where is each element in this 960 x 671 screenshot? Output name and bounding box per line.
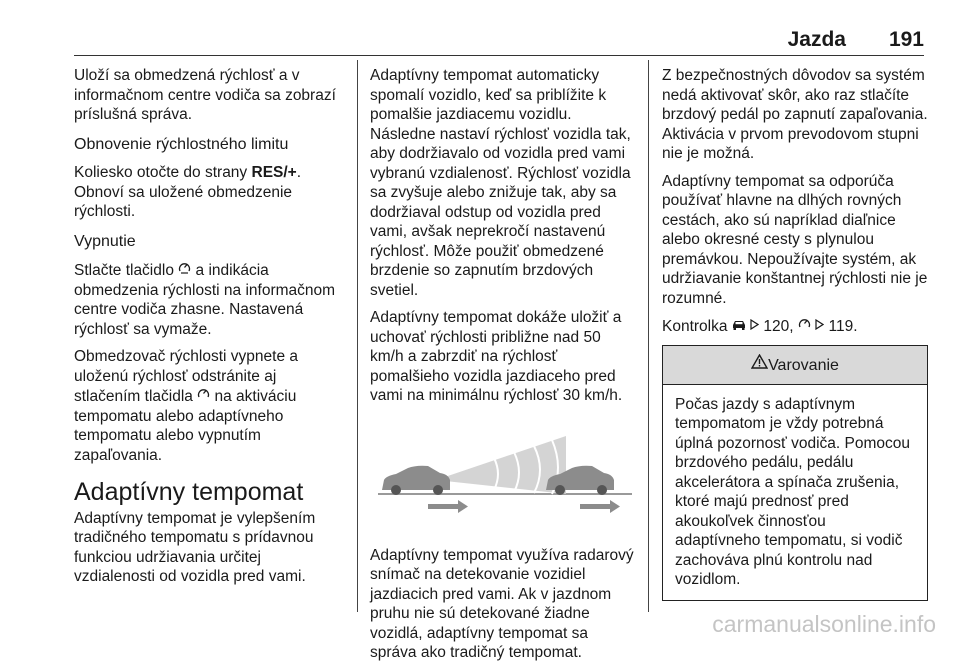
cruise-control-icon — [197, 386, 210, 406]
page-reference-arrow-icon — [815, 316, 824, 336]
header-rule — [74, 55, 924, 56]
paragraph: Adaptívny tempomat využíva radarový snímač na detekovanie vozidiel jazdiacich pred vami. Ak v jazdnom pruhu nie sú detekované žiadne vozidlá, adaptívny tempomat sa správa ako tradičný tempomat. — [370, 546, 634, 661]
column-2 — [370, 66, 636, 671]
column-separator — [648, 60, 649, 612]
column-separator — [357, 60, 358, 612]
paragraph: Stlačte tlačidlo a indikácia obmedzenia rýchlosti na informačnom centre vodiča zhasne. Nastavená rýchlosť sa vymaže. — [74, 262, 336, 338]
watermark: carmanualsonline.info — [712, 611, 936, 637]
paragraph: Adaptívny tempomat je vylepšením tradičného tempomatu s prídavnou funkciou udržiavania určitej vzdialenosti od vozidla pred vami. — [74, 509, 316, 585]
cruise-control-icon — [798, 316, 811, 336]
section-title: Jazda — [787, 28, 846, 51]
heading-restore-limit: Obnovenie rýchlostného limitu — [74, 135, 289, 153]
paragraph: Obmedzovač rýchlosti vypnete a uloženú rýchlosť odstránite aj stlačením tlačidla na aktiváciu tempomatu alebo adaptívneho tempomatu alebo vypnutím zapaľovania. — [74, 348, 298, 464]
warning-title: Varovanie — [768, 356, 839, 374]
car-icon — [732, 316, 746, 336]
warning-box — [662, 345, 928, 601]
paragraph: Uloží sa obmedzená rýchlosť a v informačnom centre vodiča sa zobrazí príslušná správa. — [74, 67, 336, 123]
radar-illustration — [374, 418, 636, 530]
column-1 — [74, 66, 344, 595]
warning-header — [663, 346, 927, 385]
res-plus-label: RES/+ — [251, 164, 297, 181]
heading-adaptive-cruise-control: Adaptívny tempomat — [74, 478, 304, 506]
warning-body: Počas jazdy s adaptívnym tempomatom je vždy potrebná úplná pozornosť vodiča. Pomocou brzdového pedálu, pedálu akcelerátora a spínača zrušenia, ktoré majú prednosť pred akoukoľvek činnosťou adaptívneho tempomatu, si vodič zachováva plnú kontrolu nad vozidlom. — [675, 395, 911, 588]
warning-triangle-icon — [751, 346, 768, 384]
page-reference-arrow-icon — [750, 316, 759, 336]
paragraph: Adaptívny tempomat dokáže uložiť a uchovať rýchlosti približne nad 50 km/h a zabrzdiť na rýchlosť pomalšieho vozidla jazdiaceho pred vami na minimálnu rýchlosť 30 km/h. — [370, 309, 623, 404]
paragraph: Kontrolka 120, 119. — [662, 318, 858, 335]
paragraph: Adaptívny tempomat sa odporúča používať hlavne na dlhých rovných cestách, ako sú napríklad diaľnice alebo okresné cesty s plynulou premávkou. Nepoužívajte systém, ak udržiavanie konštantnej rýchlosti nie je rozumné. — [662, 172, 928, 307]
paragraph: Koliesko otočte do strany RES/+. Obnoví sa uložené obmedzenie rýchlosti. — [74, 164, 302, 220]
paragraph: Z bezpečnostných dôvodov sa systém nedá aktivovať skôr, ako raz stlačíte brzdový pedál po zapnutí zapaľovania. Aktivácia v prvom prevodovom stupni nie je možná. — [662, 67, 928, 162]
page-number: 191 — [888, 28, 924, 51]
speed-limiter-icon — [178, 260, 191, 280]
paragraph: Adaptívny tempomat automaticky spomalí vozidlo, keď sa priblížite k pomalšie jazdiacemu vozidlu. Následne nastaví rýchlosť vozidla tak, aby dodržiavalo od vozidla pred vami vybranú vzdialenosť. Rýchlosť vozidla sa zvyšuje alebo znižuje tak, aby sa dodržiaval odstup od vozidla pred vami, avšak neprekročí nastavenú rýchlosť. Môže použiť obmedzené brzdenie so zapnutím brzdových svetiel. — [370, 67, 631, 299]
page-header — [74, 28, 924, 54]
column-3 — [662, 66, 928, 601]
heading-switch-off: Vypnutie — [74, 232, 136, 250]
